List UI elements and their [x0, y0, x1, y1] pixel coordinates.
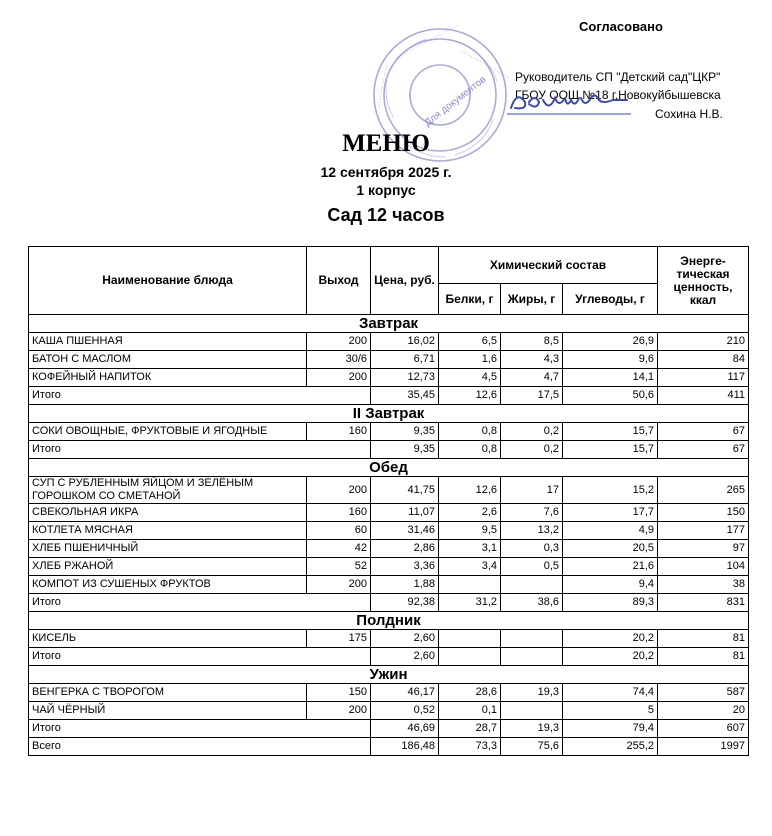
dish-row: [29, 522, 749, 540]
dish-energy: 20: [658, 702, 749, 720]
dish-fat: [501, 576, 563, 594]
dish-protein: 6,5: [439, 333, 501, 351]
dish-output: 200: [307, 369, 371, 387]
dish-row: [29, 369, 749, 387]
dish-output: 200: [307, 576, 371, 594]
total-price: 46,69: [371, 720, 439, 738]
total-energy: 831: [658, 594, 749, 612]
total-energy: 411: [658, 387, 749, 405]
svg-text:………………: ………………: [372, 60, 390, 110]
dish-name: СВЕКОЛЬНАЯ ИКРА: [29, 504, 307, 522]
approval-title: Согласовано: [579, 19, 663, 34]
grand-total-carbs: 255,2: [563, 738, 658, 756]
total-energy: 67: [658, 441, 749, 459]
total-price: 92,38: [371, 594, 439, 612]
dish-price: 46,17: [371, 684, 439, 702]
total-price: 9,35: [371, 441, 439, 459]
grand-total-price: 186,48: [371, 738, 439, 756]
dish-name: КАША ПШЕННАЯ: [29, 333, 307, 351]
dish-fat: 4,7: [501, 369, 563, 387]
dish-output: 42: [307, 540, 371, 558]
dish-fat: 7,6: [501, 504, 563, 522]
dish-row: [29, 333, 749, 351]
dish-row: [29, 558, 749, 576]
col-header-energy: Энерге-тическая ценность, ккал: [658, 247, 749, 315]
dish-protein: 3,1: [439, 540, 501, 558]
dish-protein: 2,6: [439, 504, 501, 522]
dish-protein: 9,5: [439, 522, 501, 540]
dish-energy: 38: [658, 576, 749, 594]
dish-price: 11,07: [371, 504, 439, 522]
col-header-protein: Белки, г: [439, 284, 501, 315]
dish-energy: 97: [658, 540, 749, 558]
dish-fat: 0,5: [501, 558, 563, 576]
dish-protein: 1,6: [439, 351, 501, 369]
dish-fat: 4,3: [501, 351, 563, 369]
dish-energy: 117: [658, 369, 749, 387]
dish-carbs: 15,2: [563, 477, 658, 504]
dish-row: [29, 351, 749, 369]
dish-fat: 19,3: [501, 684, 563, 702]
section-title: Полдник: [29, 612, 749, 630]
grand-total-energy: 1997: [658, 738, 749, 756]
dish-protein: [439, 576, 501, 594]
section-header-row: [29, 459, 749, 477]
dish-output: 52: [307, 558, 371, 576]
total-label: Итого: [29, 441, 371, 459]
section-title: Обед: [29, 459, 749, 477]
total-carbs: 79,4: [563, 720, 658, 738]
approval-organization: ГБОУ ООШ №18 г.Новокуйбышевска: [515, 88, 721, 102]
dish-price: 9,35: [371, 423, 439, 441]
dish-output: 200: [307, 702, 371, 720]
dish-price: 0,52: [371, 702, 439, 720]
dish-output: 60: [307, 522, 371, 540]
dish-output: 150: [307, 684, 371, 702]
dish-output: 160: [307, 504, 371, 522]
approver-name: Сохина Н.В.: [655, 107, 723, 121]
dish-protein: 12,6: [439, 477, 501, 504]
dish-energy: 177: [658, 522, 749, 540]
dish-carbs: 15,7: [563, 423, 658, 441]
dish-row: [29, 540, 749, 558]
total-fat: 38,6: [501, 594, 563, 612]
total-protein: 0,8: [439, 441, 501, 459]
dish-row: [29, 702, 749, 720]
col-header-name: Наименование блюда: [29, 247, 307, 315]
dish-carbs: 20,2: [563, 630, 658, 648]
dish-name: КОТЛЕТА МЯСНАЯ: [29, 522, 307, 540]
dish-carbs: 9,4: [563, 576, 658, 594]
grand-total-row: [29, 738, 749, 756]
dish-protein: 0,1: [439, 702, 501, 720]
menu-body: [29, 315, 749, 756]
dish-row: [29, 684, 749, 702]
dish-energy: 67: [658, 423, 749, 441]
menu-table: [28, 246, 749, 756]
dish-row: [29, 630, 749, 648]
total-label: Итого: [29, 720, 371, 738]
signature-image: [503, 80, 633, 123]
grand-total-protein: 73,3: [439, 738, 501, 756]
col-header-carbs: Углеводы, г: [563, 284, 658, 315]
dish-carbs: 5: [563, 702, 658, 720]
total-carbs: 50,6: [563, 387, 658, 405]
total-protein: 12,6: [439, 387, 501, 405]
svg-text:…………………: …………………: [460, 44, 513, 81]
dish-fat: 8,5: [501, 333, 563, 351]
dish-name: ХЛЕБ РЖАНОЙ: [29, 558, 307, 576]
dish-name: СОКИ ОВОЩНЫЕ, ФРУКТОВЫЕ И ЯГОДНЫЕ: [29, 423, 307, 441]
grand-total-fat: 75,6: [501, 738, 563, 756]
dish-output: 160: [307, 423, 371, 441]
stamp-text: Для документов: [422, 74, 489, 129]
col-header-output: Выход: [307, 247, 371, 315]
dish-row: [29, 477, 749, 504]
dish-energy: 210: [658, 333, 749, 351]
section-title: Ужин: [29, 666, 749, 684]
section-total-row: [29, 387, 749, 405]
dish-protein: 3,4: [439, 558, 501, 576]
total-energy: 81: [658, 648, 749, 666]
dish-row: [29, 576, 749, 594]
section-total-row: [29, 720, 749, 738]
dish-energy: 84: [658, 351, 749, 369]
total-carbs: 20,2: [563, 648, 658, 666]
total-price: 2,60: [371, 648, 439, 666]
dish-name: СУП С РУБЛЕННЫМ ЯЙЦОМ И ЗЕЛЁНЫМ ГОРОШКОМ СО СМЕТАНОЙ: [29, 477, 307, 504]
total-fat: 19,3: [501, 720, 563, 738]
dish-fat: 17: [501, 477, 563, 504]
total-carbs: 89,3: [563, 594, 658, 612]
dish-carbs: 21,6: [563, 558, 658, 576]
section-header-row: [29, 666, 749, 684]
dish-energy: 150: [658, 504, 749, 522]
dish-fat: 13,2: [501, 522, 563, 540]
col-header-chem: Химический состав: [439, 247, 658, 284]
section-total-row: [29, 594, 749, 612]
approval-position: Руководитель СП "Детский сад"ЦКР": [515, 70, 721, 84]
section-header-row: [29, 405, 749, 423]
total-carbs: 15,7: [563, 441, 658, 459]
dish-protein: 4,5: [439, 369, 501, 387]
dish-price: 2,60: [371, 630, 439, 648]
total-fat: 17,5: [501, 387, 563, 405]
dish-row: [29, 423, 749, 441]
section-title: II Завтрак: [29, 405, 749, 423]
total-label: Итого: [29, 387, 371, 405]
dish-protein: 28,6: [439, 684, 501, 702]
dish-protein: 0,8: [439, 423, 501, 441]
dish-energy: 104: [658, 558, 749, 576]
dish-name: ЧАЙ ЧЁРНЫЙ: [29, 702, 307, 720]
dish-carbs: 17,7: [563, 504, 658, 522]
dish-name: ВЕНГЕРКА С ТВОРОГОМ: [29, 684, 307, 702]
menu-title: МЕНЮ: [342, 130, 430, 157]
dish-carbs: 74,4: [563, 684, 658, 702]
total-label: Итого: [29, 648, 371, 666]
menu-building: 1 корпус: [356, 182, 416, 198]
dish-fat: [501, 630, 563, 648]
dish-name: БАТОН С МАСЛОМ: [29, 351, 307, 369]
dish-row: [29, 504, 749, 522]
section-total-row: [29, 441, 749, 459]
total-fat: [501, 648, 563, 666]
dish-name: ХЛЕБ ПШЕНИЧНЫЙ: [29, 540, 307, 558]
section-total-row: [29, 648, 749, 666]
menu-group: Сад 12 часов: [327, 205, 445, 225]
total-fat: 0,2: [501, 441, 563, 459]
svg-text:…………………………: …………………………: [391, 25, 467, 61]
dish-energy: 587: [658, 684, 749, 702]
dish-output: 200: [307, 333, 371, 351]
dish-energy: 265: [658, 477, 749, 504]
col-header-price: Цена, руб.: [371, 247, 439, 315]
dish-price: 12,73: [371, 369, 439, 387]
dish-carbs: 9,6: [563, 351, 658, 369]
total-price: 35,45: [371, 387, 439, 405]
dish-name: КОФЕЙНЫЙ НАПИТОК: [29, 369, 307, 387]
dish-output: 175: [307, 630, 371, 648]
section-header-row: [29, 315, 749, 333]
dish-fat: 0,3: [501, 540, 563, 558]
menu-date: 12 сентября 2025 г.: [320, 164, 452, 180]
dish-price: 1,88: [371, 576, 439, 594]
dish-carbs: 14,1: [563, 369, 658, 387]
section-header-row: [29, 612, 749, 630]
dish-price: 31,46: [371, 522, 439, 540]
total-protein: 28,7: [439, 720, 501, 738]
dish-carbs: 20,5: [563, 540, 658, 558]
dish-carbs: 26,9: [563, 333, 658, 351]
dish-name: КИСЕЛЬ: [29, 630, 307, 648]
dish-price: 16,02: [371, 333, 439, 351]
dish-price: 2,86: [371, 540, 439, 558]
dish-price: 6,71: [371, 351, 439, 369]
total-protein: [439, 648, 501, 666]
total-protein: 31,2: [439, 594, 501, 612]
total-label: Итого: [29, 594, 371, 612]
col-header-fat: Жиры, г: [501, 284, 563, 315]
grand-total-label: Всего: [29, 738, 371, 756]
dish-fat: 0,2: [501, 423, 563, 441]
dish-fat: [501, 702, 563, 720]
total-energy: 607: [658, 720, 749, 738]
dish-carbs: 4,9: [563, 522, 658, 540]
dish-energy: 81: [658, 630, 749, 648]
dish-name: КОМПОТ ИЗ СУШЕНЫХ ФРУКТОВ: [29, 576, 307, 594]
dish-protein: [439, 630, 501, 648]
dish-output: 200: [307, 477, 371, 504]
dish-output: 30/6: [307, 351, 371, 369]
dish-price: 3,36: [371, 558, 439, 576]
section-title: Завтрак: [29, 315, 749, 333]
dish-price: 41,75: [371, 477, 439, 504]
